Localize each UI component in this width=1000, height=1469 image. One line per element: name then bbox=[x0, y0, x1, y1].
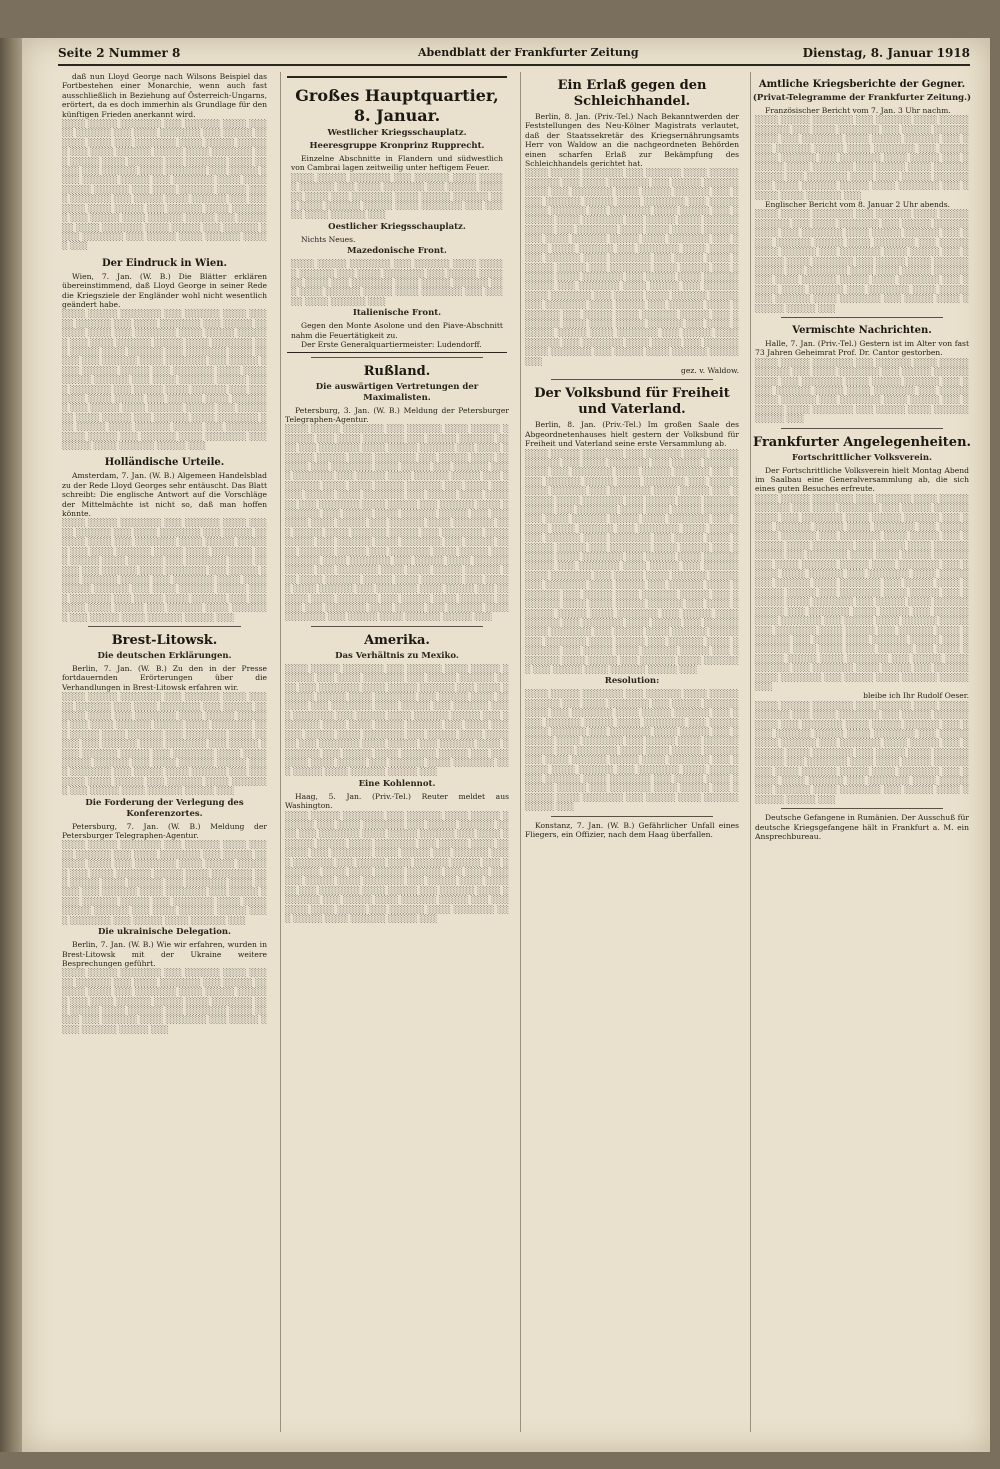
article-text: Wien, 7. Jan. (W. B.) Die Blätter erklären übereinstimmend, daß Lloyd George in seiner Rede die Kriegsziele der Engländer wohl nicht wesentlich geändert habe. bbox=[62, 271, 267, 309]
article-text: Einzelne Abschnitte in Flandern und südwestlich von Cambrai lagen zeitweilig unter heftigem Feuer. bbox=[291, 154, 503, 173]
text-block: ░░░░ ░░░░░ ░░░░░░░ ░░░ ░░░░░░ ░░░░ ░░░░░ ░░░░░░ ░░░ ░░░░ ░░░░░░░ ░░░ ░░░░░ ░░░░░░ ░░░░ ░░░ ░░░░░░░ ░░░░ ░░░░░ ░░░░░░ ░░░ ░░░░ ░░░░░░ ░░░░░ ░░░░ ░░░░░░░ ░░░ ░░░░░ ░░░░ ░░░░░░ ░░░ ░░░░░░░ ░░░░ ░░░░░ ░░░ ░░░░░░ ░░░░ ░░░░░░░ ░░░ ░░░░░ ░░░░ ░░░░░░ ░░░░░ ░░░ ░░░░░░░ ░░░░ ░░░░ ░░░░░ ░░░░░░ ░░░ ░░░░ ░░░░░░ ░░░░░ ░░░░ ░░░░░░░ ░░░ ░░░░░ ░░░░ ░░░░░░ ░░░ ░░░░░░░ ░░░░ ░░░░░ ░░░ ░░░░░░ ░░░░ ░░░░░░░ ░░░ ░░░░░ ░░░░ ░░░░░░ ░░░░░ ░░░ bbox=[755, 209, 969, 313]
subheading: Fortschrittlicher Volksverein. bbox=[792, 452, 932, 463]
book-binding-edge bbox=[0, 38, 22, 1452]
article-text: Nichts Neues. bbox=[301, 234, 356, 244]
article-text: daß nun Lloyd George nach Wilsons Beispiel das Fortbestehen einer Monarchie, wenn auch fast ausschließlich in Beziehung auf Österreich-Ungarns, erörtert, da es doch immerhin als Grundlage für den künftigen Frieden anerkannt wird. bbox=[62, 72, 267, 119]
section-heading: Frankfurter Angelegenheiten. bbox=[752, 434, 972, 450]
section-heading: Brest-Litowsk. bbox=[111, 632, 218, 648]
divider bbox=[311, 357, 483, 358]
article-text: Petersburg, 7. Jan. (W. B.) Meldung der Petersburger Telegraphen-Agentur. bbox=[62, 821, 267, 841]
section-heading: Der Eindruck in Wien. bbox=[101, 257, 228, 269]
signature: bleibe ich Ihr Rudolf Oeser. bbox=[863, 691, 969, 701]
signature: Der Erste Generalquartiermeister: Ludendorff. bbox=[301, 340, 482, 350]
subheading: Mazedonische Front. bbox=[347, 246, 447, 257]
text-block: ░░░░ ░░░░░ ░░░░░░░ ░░░ ░░░░░░ ░░░░ ░░░░░ ░░░░░░ ░░░ ░░░░ ░░░░░░░ ░░░ ░░░░░ ░░░░░░ ░░░░ ░░░ ░░░░░░░ ░░░░ ░░░░░ ░░░░░░ ░░░ ░░░░ ░░░░░░ ░░░░░ ░░░░ ░░░░░░░ ░░░ ░░░░░ ░░░░ ░░░░░░ ░░░ ░░░░░░░ ░░░░ ░░░░░ ░░░ ░░░░░░ ░░░░ ░░░░░░░ ░░░ ░░░░░ ░░░░ ░░░░░░ ░░░░░ ░░░ ░░░░░░░ ░░░░ ░░░░ ░░░░░ ░░░░░░ ░░░ ░░░░ ░░░░░░ ░░░░░ ░░░░ ░░░░░░░ ░░░ ░░░░░ ░░░░ ░░░░░░ ░░░ ░░░░░░░ ░░░░ ░░░░░ ░░░ ░░░░░░ ░░░░ ░░░░░░░ ░░░ ░░░░░ ░░░░ ░░░░░░ ░░░░░ ░░░ ░░░░░░░ ░░░░ ░░░░░ ░░░ ░░░░░░ ░░░░ ░░░░░░░ ░░░ ░░░░░ ░░░░ ░░░░░░ ░░░░░ ░░░ bbox=[525, 689, 739, 812]
text-block: ░░░░ ░░░░░ ░░░░░░░ ░░░ ░░░░░░ ░░░░ ░░░░░ ░░░░░░ ░░░ ░░░░ ░░░░░░░ ░░░ ░░░░░ ░░░░░░ ░░░░ ░░░ ░░░░░░░ ░░░░ ░░░░░ ░░░░░░ ░░░ ░░░░ ░░░░░░ ░░░░░ ░░░░ ░░░░░░░ ░░░ ░░░░░ ░░░░ ░░░░░░ ░░░ ░░░░░░░ ░░░░ ░░░░░ ░░░ ░░░░░░ ░░░░ ░░░░░░░ ░░░ ░░░░░ ░░░░ ░░░░░░ ░░░░░ ░░░ bbox=[755, 357, 969, 424]
text-block: ░░░░ ░░░░░ ░░░░░░░ ░░░ ░░░░░░ ░░░░ ░░░░░ ░░░░░░ ░░░ ░░░░ ░░░░░░░ ░░░ ░░░░░ ░░░░░░ ░░░░ ░░░ ░░░░░░░ ░░░░ ░░░░░ ░░░░░░ ░░░ ░░░░ ░░░░░░ ░░░░░ ░░░░ ░░░░░░░ ░░░ ░░░░░ ░░░░ ░░░░░░ ░░░ ░░░░░░░ ░░░░ ░░░░░ ░░░ ░░░░░░ ░░░░ ░░░░░░░ ░░░ ░░░░░ ░░░░ ░░░░░░ ░░░░░ ░░░ ░░░░░░░ ░░░░ ░░░░ ░░░░░ ░░░░░░ ░░░ ░░░░ ░░░░░░ ░░░░░ ░░░░ ░░░░░░░ ░░░ ░░░░░ ░░░░ ░░░░░░ ░░░ ░░░░░░░ ░░░░ ░░░░░ ░░░ ░░░░░░ ░░░░ ░░░░░░░ ░░░ ░░░░░ ░░░░ ░░░░░░ ░░░░░ ░░░ bbox=[62, 692, 267, 796]
text-block: ░░░░ ░░░░░ ░░░░░░░ ░░░ ░░░░░░ ░░░░ ░░░░░ ░░░░░░ ░░░ ░░░░ ░░░░░░░ ░░░ ░░░░░ ░░░░░░ ░░░░ ░░░ ░░░░░░░ ░░░░ ░░░░░ ░░░░░░ ░░░ ░░░░ ░░░░░░ ░░░░░ ░░░░ ░░░░░░░ ░░░ ░░░░░ ░░░░ ░░░░░░ ░░░ ░░░░░░░ ░░░░ ░░░░░ ░░░ ░░░░░░ ░░░░ ░░░░░░░ ░░░ ░░░░░ ░░░░ ░░░░░░ ░░░░░ ░░░ ░░░░░░░ ░░░░ ░░░░ ░░░░░ ░░░░░░ ░░░ ░░░░ ░░░░░░ ░░░░░ ░░░░ ░░░░░░░ ░░░ ░░░░░ ░░░░ ░░░░░░ ░░░ ░░░░░░░ ░░░░ ░░░░░ ░░░ ░░░░░░ ░░░░ ░░░░░░░ ░░░ ░░░░░ ░░░░ ░░░░░░ ░░░░░ ░░░ ░░░░░░░ ░░░░ ░░░░░░░ ░░░░ ░░░░░ ░░░ ░░░░░░ ░░░░ ░░░░░░░ ░░░ ░░░░░ ░░░░ ░░░░░░ ░░░░░ ░░░ bbox=[62, 119, 267, 251]
article-text: Deutsche Gefangene in Rumänien. Der Ausschuß für deutsche Kriegsgefangene hält in Frankfurt a. M. ein Ansprechbureau. bbox=[755, 813, 969, 842]
subheading: (Privat-Telegramme der Frankfurter Zeitung.) bbox=[752, 93, 972, 103]
text-block: ░░░░ ░░░░░ ░░░░░░░ ░░░ ░░░░░░ ░░░░ ░░░░░ ░░░░░░ ░░░ ░░░░ ░░░░░░░ ░░░ ░░░░░ ░░░░░░ ░░░░ ░░░ ░░░░░░░ ░░░░ ░░░░░ ░░░░░░ ░░░ ░░░░ ░░░░░░ ░░░░░ ░░░░ ░░░░░░░ ░░░ ░░░░░ ░░░░ ░░░░░░ ░░░ ░░░░░░░ ░░░░ ░░░░░ ░░░ ░░░░░░ ░░░░ ░░░░░░░ ░░░ ░░░░░ ░░░░ ░░░░░░ ░░░░░ ░░░ ░░░░░░░ ░░░░ ░░░░ ░░░░░ ░░░░░░ ░░░ ░░░░ ░░░░░░ ░░░░░ ░░░░ ░░░░░░░ ░░░ ░░░░░ ░░░░ ░░░░░░ ░░░ bbox=[62, 840, 267, 925]
text-block: ░░░░ ░░░░░ ░░░░░░░ ░░░ ░░░░░░ ░░░░ ░░░░░ ░░░░░░ ░░░ ░░░░ ░░░░░░░ ░░░ ░░░░░ ░░░░░░ ░░░░ ░░░ ░░░░░░░ ░░░░ ░░░░░ ░░░░░░ ░░░ ░░░░ ░░░░░░ ░░░░░ ░░░░ ░░░░░░░ ░░░ ░░░░░ ░░░░ ░░░░░░ ░░░ bbox=[291, 172, 503, 220]
text-block: ░░░░ ░░░░░ ░░░░░░░ ░░░ ░░░░░░ ░░░░ ░░░░░ ░░░░░░ ░░░ ░░░░ ░░░░░░░ ░░░ ░░░░░ ░░░░░░ ░░░░ ░░░ ░░░░░░░ ░░░░ ░░░░░ ░░░░░░ ░░░ ░░░░ ░░░░░░ ░░░░░ ░░░░ ░░░░░░░ ░░░ ░░░░░ ░░░░ ░░░░░░ ░░░ ░░░░░░░ ░░░░ ░░░░░ ░░░ ░░░░░░ ░░░░ ░░░░░░░ ░░░ ░░░░░ ░░░░ ░░░░░░ ░░░░░ ░░░ ░░░░░░░ ░░░░ ░░░░ ░░░░░ ░░░░░░ ░░░ ░░░░ ░░░░░░ ░░░░░ ░░░░ ░░░░░░░ ░░░ ░░░░░ ░░░░ ░░░░░░ ░░░ ░░░░░░░ ░░░░ ░░░░░ ░░░ ░░░░░░ ░░░░ ░░░░░░░ ░░░ ░░░░░ ░░░░ ░░░░░░ ░░░░░ ░░░ ░░░░░░░ ░░░░ ░░░░░ ░░░ ░░░░░░ ░░░░ ░░░░░░░ ░░░ ░░░░░ ░░░░ ░░░░░░ ░░░░░ ░░░ ░░░░░░░ ░░░░ ░░░░░ ░░░ ░░░░░░ ░░░░ ░░░░░░░ ░░░ ░░░░░ ░░░░ ░░░░░░ ░░░░░ ░░░ ░░░░░░░ ░░░░ ░░░░░ ░░░ ░░░░░░ ░░░░ ░░░░░░░ ░░░ ░░░░░ ░░░░ ░░░░░░ ░░░░░ ░░░ ░░░░░░░ ░░░░ ░░░░ ░░░░░ ░░░░░░ ░░░ ░░░░ ░░░░░░ ░░░░░ ░░░░ ░░░░░░░ ░░░ ░░░░░ ░░░░ ░░░░░░ ░░░ ░░░░░░░ ░░░░ ░░░░░ ░░░ ░░░░░░ ░░░░ ░░░░░░░ ░░░ ░░░░░ ░░░░ ░░░░░░ ░░░░░ ░░░ bbox=[525, 168, 739, 366]
section-heading: Amerika. bbox=[364, 632, 430, 648]
article-text: Konstanz, 7. Jan. (W. B.) Gefährlicher Unfall eines Fliegers, ein Offizier, nach dem Haag überfallen. bbox=[525, 820, 739, 840]
column-4 bbox=[750, 72, 973, 1432]
article-text: Der Fortschrittliche Volksverein hielt Montag Abend im Saalbau eine Generalversammlung ab, die sich eines guten Besuches erfreute. bbox=[755, 465, 969, 494]
subheading: Heeresgruppe Kronprinz Rupprecht. bbox=[309, 141, 485, 151]
subheading: Das Verhältnis zu Mexiko. bbox=[335, 650, 459, 661]
column-2 bbox=[280, 72, 513, 1432]
article-text: Berlin, 8. Jan. (Priv.-Tel.) Im großen Saale des Abgeordnetenhauses hielt gestern der Volksbund für Freiheit und Vaterland seine erste Versammlung ab. bbox=[525, 420, 739, 449]
divider bbox=[311, 626, 483, 627]
army-report-box bbox=[287, 76, 507, 353]
subheading: Resolution: bbox=[604, 676, 660, 687]
article-text: Petersburg, 3. Jan. (W. B.) Meldung der Petersburger Telegraphen-Agentur. bbox=[285, 405, 509, 424]
signature: gez. v. Waldow. bbox=[681, 365, 739, 375]
text-block: ░░░░ ░░░░░ ░░░░░░░ ░░░ ░░░░░░ ░░░░ ░░░░░ ░░░░░░ ░░░ ░░░░ ░░░░░░░ ░░░ ░░░░░ ░░░░░░ ░░░░ ░░░ ░░░░░░░ ░░░░ ░░░░░ ░░░░░░ ░░░ ░░░░ ░░░░░░ ░░░░░ ░░░░ ░░░░░░░ ░░░ ░░░░░ ░░░░ ░░░░░░ ░░░ bbox=[291, 259, 503, 306]
text-block: ░░░░ ░░░░░ ░░░░░░░ ░░░ ░░░░░░ ░░░░ ░░░░░ ░░░░░░ ░░░ ░░░░ ░░░░░░░ ░░░ ░░░░░ ░░░░░░ ░░░░ ░░░ ░░░░░░░ ░░░░ ░░░░░ ░░░░░░ ░░░ ░░░░ ░░░░░░ ░░░░░ ░░░░ ░░░░░░░ ░░░ ░░░░░ ░░░░ ░░░░░░ ░░░ ░░░░░░░ ░░░░ ░░░░░ ░░░ ░░░░░░ ░░░░ ░░░░░░░ ░░░ ░░░░░ ░░░░ ░░░░░░ ░░░░░ ░░░ ░░░░░░░ ░░░░ ░░░░ ░░░░░ ░░░░░░ ░░░ ░░░░ ░░░░░░ ░░░░░ ░░░░ ░░░░░░░ ░░░ ░░░░░ ░░░░ ░░░░░░ ░░░ ░░░░░░░ ░░░░ ░░░░░ ░░░ ░░░░░░ ░░░░ ░░░░░░░ ░░░ ░░░░░ ░░░░ ░░░░░░ ░░░░░ ░░░ ░░░░░░░ ░░░░ ░░░░░ ░░░ ░░░░░░ ░░░░ ░░░░░░░ ░░░ ░░░░░ ░░░░ ░░░░░░ ░░░░░ ░░░ ░░░░░░░ ░░░░ ░░░░░ ░░░ ░░░░░░ ░░░░ ░░░░░░░ ░░░ ░░░░░ ░░░░ ░░░░░░ ░░░░░ ░░░ ░░░░░░░ ░░░░ ░░░░░ ░░░ ░░░░░░ ░░░░ ░░░░░░░ ░░░ ░░░░░ ░░░░ ░░░░░░ ░░░░░ ░░░ ░░░░░░░ ░░░░ ░░░░ ░░░░░ ░░░░░░ ░░░ ░░░░ ░░░░░░ ░░░░░ ░░░░ ░░░░░░░ ░░░ ░░░░░ ░░░░ ░░░░░░ ░░░ ░░░░░░░ ░░░░ ░░░░░ ░░░ ░░░░░░ ░░░░ ░░░░░░░ ░░░ ░░░░░ ░░░░ ░░░░░░ ░░░░░ ░░░ ░░░░░░░ ░░░░ ░░░░░ ░░░ ░░░░░░ ░░░░ ░░░░░░░ ░░░ ░░░░░ ░░░░ ░░░░░░ ░░░░░ ░░░ ░░░░░░░ ░░░░ ░░░░░ ░░░ ░░░░░░ ░░░░ ░░░░░░░ ░░░ ░░░░░ ░░░░ ░░░░░░ ░░░░░ ░░░ bbox=[525, 448, 739, 674]
section-heading: Der Volksbund für Freiheit und Vaterland. bbox=[534, 386, 730, 418]
subheading: Westlicher Kriegsschauplatz. bbox=[327, 128, 467, 138]
text-block: ░░░░ ░░░░░ ░░░░░░░ ░░░ ░░░░░░ ░░░░ ░░░░░ ░░░░░░ ░░░ ░░░░ ░░░░░░░ ░░░ ░░░░░ ░░░░░░ ░░░░ ░░░ ░░░░░░░ ░░░░ ░░░░░ ░░░░░░ ░░░ ░░░░ ░░░░░░ ░░░░░ ░░░░ ░░░░░░░ ░░░ ░░░░░ ░░░░ ░░░░░░ ░░░ ░░░░░░░ ░░░░ ░░░░░ ░░░ ░░░░░░ ░░░░ ░░░░░░░ ░░░ ░░░░░ ░░░░ ░░░░░░ ░░░░░ ░░░ ░░░░░░░ ░░░░ ░░░░ ░░░░░ ░░░░░░ ░░░ ░░░░ ░░░░░░ ░░░░░ ░░░░ ░░░░░░░ ░░░ ░░░░░ ░░░░ ░░░░░░ ░░░ ░░░░░░░ ░░░░ ░░░░░ ░░░ ░░░░░░ ░░░░ ░░░░░░░ ░░░ ░░░░░ ░░░░ ░░░░░░ ░░░░░ ░░░ ░░░░░░░ ░░░░ ░░░░░ ░░░ ░░░░░░ ░░░░ ░░░░░░░ ░░░ ░░░░░ ░░░░ ░░░░░░ ░░░░░ ░░░ ░░░░░░░ ░░░░ ░░░░░ ░░░ ░░░░░░ ░░░░ ░░░░░░░ ░░░ ░░░░░ ░░░░ ░░░░░░ ░░░░░ ░░░ ░░░░░░░ ░░░░ ░░░░░ ░░░ ░░░░░░ ░░░░ ░░░░░░░ ░░░ ░░░░░ ░░░░ ░░░░░░ ░░░░░ ░░░ ░░░░░░░ ░░░░ ░░░░ ░░░░░ ░░░░░░ ░░░ ░░░░ ░░░░░░ ░░░░░ ░░░░ ░░░░░░░ ░░░ ░░░░░ ░░░░ ░░░░░░ ░░░ ░░░░░░░ ░░░░ ░░░░░ ░░░ ░░░░░░ ░░░░ ░░░░░░░ ░░░ ░░░░░ ░░░░ ░░░░░░ ░░░░░ ░░░ bbox=[755, 493, 969, 691]
subheading: Italienische Front. bbox=[352, 308, 442, 319]
column-3 bbox=[520, 72, 743, 1432]
article-text: Gegen den Monte Asolone und den Piave-Abschnitt nahm die Feuertätigkeit zu. bbox=[291, 321, 503, 340]
article-text: Halle, 7. Jan. (Priv.-Tel.) Gestern ist im Alter von fast 73 Jahren Geheimrat Prof. Dr. Cantor gestorben. bbox=[755, 338, 969, 358]
subheading: Die deutschen Erklärungen. bbox=[97, 650, 232, 661]
text-block: ░░░░ ░░░░░ ░░░░░░░ ░░░ ░░░░░░ ░░░░ ░░░░░ ░░░░░░ ░░░ ░░░░ ░░░░░░░ ░░░ ░░░░░ ░░░░░░ ░░░░ ░░░ ░░░░░░░ ░░░░ ░░░░░ ░░░░░░ ░░░ ░░░░ ░░░░░░ ░░░░░ ░░░░ ░░░░░░░ ░░░ ░░░░░ ░░░░ ░░░░░░ ░░░ ░░░░░░░ ░░░░ ░░░░░ ░░░ ░░░░░░ ░░░░ ░░░░░░░ ░░░ ░░░░░ ░░░░ ░░░░░░ ░░░░░ ░░░ bbox=[62, 968, 267, 1034]
text-block: ░░░░ ░░░░░ ░░░░░░░ ░░░ ░░░░░░ ░░░░ ░░░░░ ░░░░░░ ░░░ ░░░░ ░░░░░░░ ░░░ ░░░░░ ░░░░░░ ░░░░ ░░░ ░░░░░░░ ░░░░ ░░░░░ ░░░░░░ ░░░ ░░░░ ░░░░░░ ░░░░░ ░░░░ ░░░░░░░ ░░░ ░░░░░ ░░░░ ░░░░░░ ░░░ ░░░░░░░ ░░░░ ░░░░░ ░░░ ░░░░░░ ░░░░ ░░░░░░░ ░░░ ░░░░░ ░░░░ ░░░░░░ ░░░░░ ░░░ ░░░░░░░ ░░░░ ░░░░ ░░░░░ ░░░░░░ ░░░ ░░░░ ░░░░░░ ░░░░░ ░░░░ ░░░░░░░ ░░░ ░░░░░ ░░░░ ░░░░░░ ░░░ ░░░░░░░ ░░░░ ░░░░░ ░░░ ░░░░░░ ░░░░ ░░░░░░░ ░░░ ░░░░░ ░░░░ ░░░░░░ ░░░░░ ░░░ bbox=[755, 700, 969, 804]
page-number: Seite 2 Nummer 8 bbox=[58, 46, 181, 60]
issue-date: Dienstag, 8. Januar 1918 bbox=[802, 46, 970, 60]
divider bbox=[551, 816, 713, 817]
article-text: Amsterdam, 7. Jan. (W. B.) Algemeen Handelsblad zu der Rede Lloyd Georges sehr entäuscht. Das Blatt schreibt: Die englische Antwort auf die Vorschläge der Mittelmächte ist nicht so, daß man hoffen könnte. bbox=[62, 471, 267, 519]
divider bbox=[781, 317, 943, 318]
column-1 bbox=[58, 72, 271, 1432]
article-text: Französischer Bericht vom 7. Jan. 3 Uhr nachm. bbox=[765, 106, 951, 115]
article-text: Englischer Bericht vom 8. Januar 2 Uhr abends. bbox=[765, 200, 951, 210]
divider bbox=[781, 808, 943, 809]
subheading: Oestlicher Kriegsschauplatz. bbox=[328, 221, 466, 232]
text-block: ░░░░ ░░░░░ ░░░░░░░ ░░░ ░░░░░░ ░░░░ ░░░░░ ░░░░░░ ░░░ ░░░░ ░░░░░░░ ░░░ ░░░░░ ░░░░░░ ░░░░ ░░░ ░░░░░░░ ░░░░ ░░░░░ ░░░░░░ ░░░ ░░░░ ░░░░░░ ░░░░░ ░░░░ ░░░░░░░ ░░░ ░░░░░ ░░░░ ░░░░░░ ░░░ ░░░░░░░ ░░░░ ░░░░░ ░░░ ░░░░░░ ░░░░ ░░░░░░░ ░░░ ░░░░░ ░░░░ ░░░░░░ ░░░░░ ░░░ ░░░░░░░ ░░░░ ░░░░ ░░░░░ ░░░░░░ ░░░ ░░░░ ░░░░░░ ░░░░░ ░░░░ ░░░░░░░ ░░░ ░░░░░ ░░░░ ░░░░░░ ░░░ ░░░░░░░ ░░░░ ░░░░░ ░░░ ░░░░░░ ░░░░ ░░░░░░░ ░░░ ░░░░░ ░░░░ ░░░░░░ ░░░░░ ░░░ ░░░░░░░ ░░░░ ░░░░░ ░░░ ░░░░░░ ░░░░ ░░░░░░░ ░░░ ░░░░░ ░░░░ ░░░░░░ ░░░░░ ░░░ ░░░░░░░ ░░░░ ░░░░░ ░░░ ░░░░░░ ░░░░ ░░░░░░░ ░░░ ░░░░░ ░░░░ ░░░░░░ ░░░░░ ░░░ bbox=[62, 309, 267, 451]
text-block: ░░░░ ░░░░░ ░░░░░░░ ░░░ ░░░░░░ ░░░░ ░░░░░ ░░░░░░ ░░░ ░░░░ ░░░░░░░ ░░░ ░░░░░ ░░░░░░ ░░░░ ░░░ ░░░░░░░ ░░░░ ░░░░░ ░░░░░░ ░░░ ░░░░ ░░░░░░ ░░░░░ ░░░░ ░░░░░░░ ░░░ ░░░░░ ░░░░ ░░░░░░ ░░░ ░░░░░░░ ░░░░ ░░░░░ ░░░ ░░░░░░ ░░░░ ░░░░░░░ ░░░ ░░░░░ ░░░░ ░░░░░░ ░░░░░ ░░░ ░░░░░░░ ░░░░ ░░░░ ░░░░░ ░░░░░░ ░░░ ░░░░ ░░░░░░ ░░░░░ ░░░░ ░░░░░░░ ░░░ ░░░░░ ░░░░ ░░░░░░ ░░░ ░░░░░░░ ░░░░ ░░░░░ ░░░ ░░░░░░ ░░░░ ░░░░░░░ ░░░ ░░░░░ ░░░░ ░░░░░░ ░░░░░ ░░░ ░░░░░░░ ░░░░ ░░░░░ ░░░ ░░░░░░ ░░░░ ░░░░░░░ ░░░ ░░░░░ ░░░░ ░░░░░░ ░░░░░ ░░░ bbox=[285, 663, 509, 777]
section-heading: Ein Erlaß gegen den Schleichhandel. bbox=[557, 78, 707, 109]
section-heading: Amtliche Kriegsberichte der Gegner. bbox=[758, 79, 966, 90]
article-text: Berlin, 7. Jan. (W. B.) Zu den in der Presse fortdauernden Erörterungen über die Verhandlungen in Brest-Litowsk erfahren wir. bbox=[62, 663, 267, 692]
article-text: Berlin, 7. Jan. (W. B.) Wie wir erfahren, wurden in Brest-Litowsk mit der Ukraine weitere Besprechungen geführt. bbox=[62, 940, 267, 968]
subheading: Die auswärtigen Vertretungen der Maximalisten. bbox=[315, 381, 479, 403]
text-block: ░░░░ ░░░░░ ░░░░░░░ ░░░ ░░░░░░ ░░░░ ░░░░░ ░░░░░░ ░░░ ░░░░ ░░░░░░░ ░░░ ░░░░░ ░░░░░░ ░░░░ ░░░ ░░░░░░░ ░░░░ ░░░░░ ░░░░░░ ░░░ ░░░░ ░░░░░░ ░░░░░ ░░░░ ░░░░░░░ ░░░ ░░░░░ ░░░░ ░░░░░░ ░░░ ░░░░░░░ ░░░░ ░░░░░ ░░░ ░░░░░░ ░░░░ ░░░░░░░ ░░░ ░░░░░ ░░░░ ░░░░░░ ░░░░░ ░░░ ░░░░░░░ ░░░░ ░░░░ ░░░░░ ░░░░░░ ░░░ ░░░░ ░░░░░░ ░░░░░ ░░░░ ░░░░░░░ ░░░ ░░░░░ ░░░░ ░░░░░░ ░░░ bbox=[755, 115, 969, 200]
section-heading: Rußland. bbox=[363, 363, 431, 379]
article-text: Haag, 5. Jan. (Priv.-Tel.) Reuter meldet aus Washington. bbox=[285, 791, 509, 811]
text-block: ░░░░ ░░░░░ ░░░░░░░ ░░░ ░░░░░░ ░░░░ ░░░░░ ░░░░░░ ░░░ ░░░░ ░░░░░░░ ░░░ ░░░░░ ░░░░░░ ░░░░ ░░░ ░░░░░░░ ░░░░ ░░░░░ ░░░░░░ ░░░ ░░░░ ░░░░░░ ░░░░░ ░░░░ ░░░░░░░ ░░░ ░░░░░ ░░░░ ░░░░░░ ░░░ ░░░░░░░ ░░░░ ░░░░░ ░░░ ░░░░░░ ░░░░ ░░░░░░░ ░░░ ░░░░░ ░░░░ ░░░░░░ ░░░░░ ░░░ ░░░░░░░ ░░░░ ░░░░ ░░░░░ ░░░░░░ ░░░ ░░░░ ░░░░░░ ░░░░░ ░░░░ ░░░░░░░ ░░░ ░░░░░ ░░░░ ░░░░░░ ░░░ ░░░░░░░ ░░░░ ░░░░░ ░░░ ░░░░░░ ░░░░ ░░░░░░░ ░░░ ░░░░░ ░░░░ ░░░░░░ ░░░░░ ░░░ ░░░░░░░ ░░░░ ░░░░░ ░░░ ░░░░░░ ░░░░ ░░░░░░░ ░░░ ░░░░░ ░░░░ ░░░░░░ ░░░░░ ░░░ bbox=[285, 810, 509, 923]
section-heading: Großes Hauptquartier, 8. Januar. bbox=[295, 86, 499, 125]
divider bbox=[781, 428, 943, 429]
subheading: Die ukrainische Delegation. bbox=[98, 927, 231, 938]
subheading: Die Forderung der Verlegung des Konferenzortes. bbox=[85, 797, 244, 819]
text-block: ░░░░ ░░░░░ ░░░░░░░ ░░░ ░░░░░░ ░░░░ ░░░░░ ░░░░░░ ░░░ ░░░░ ░░░░░░░ ░░░ ░░░░░ ░░░░░░ ░░░░ ░░░ ░░░░░░░ ░░░░ ░░░░░ ░░░░░░ ░░░ ░░░░ ░░░░░░ ░░░░░ ░░░░ ░░░░░░░ ░░░ ░░░░░ ░░░░ ░░░░░░ ░░░ ░░░░░░░ ░░░░ ░░░░░ ░░░ ░░░░░░ ░░░░ ░░░░░░░ ░░░ ░░░░░ ░░░░ ░░░░░░ ░░░░░ ░░░ ░░░░░░░ ░░░░ ░░░░ ░░░░░ ░░░░░░ ░░░ ░░░░ ░░░░░░ ░░░░░ ░░░░ ░░░░░░░ ░░░ ░░░░░ ░░░░ ░░░░░░ ░░░ ░░░░░░░ ░░░░ ░░░░░ ░░░ ░░░░░░ ░░░░ ░░░░░░░ ░░░ ░░░░░ ░░░░ ░░░░░░ ░░░░░ ░░░ ░░░░░░░ ░░░░ ░░░░░ ░░░ ░░░░░░ ░░░░ ░░░░░░░ ░░░ ░░░░░ ░░░░ ░░░░░░ ░░░░░ ░░░ ░░░░░░░ ░░░░ ░░░░░ ░░░ ░░░░░░ ░░░░ ░░░░░░░ ░░░ ░░░░░ ░░░░ ░░░░░░ ░░░░░ ░░░ ░░░░░░░ ░░░░ ░░░░░ ░░░ ░░░░░░ ░░░░ ░░░░░░░ ░░░ ░░░░░ ░░░░ ░░░░░░ ░░░░░ ░░░ ░░░░░░░ ░░░░ ░░░░ ░░░░░ ░░░░░░ ░░░ ░░░░ ░░░░░░ ░░░░░ ░░░░ ░░░░░░░ ░░░ ░░░░░ ░░░░ ░░░░░░ ░░░ ░░░░░░░ ░░░░ ░░░░░ ░░░ ░░░░░░ ░░░░ ░░░░░░░ ░░░ ░░░░░ ░░░░ ░░░░░░ ░░░░░ ░░░ ░░░░░░░ ░░░░ ░░░░░ ░░░ ░░░░░░ ░░░░ ░░░░░░░ ░░░ ░░░░░ ░░░░ ░░░░░░ ░░░░░ ░░░ bbox=[285, 424, 509, 622]
subheading: Eine Kohlennot. bbox=[358, 778, 436, 789]
divider bbox=[551, 379, 713, 380]
section-heading: Holländische Urteile. bbox=[104, 457, 225, 469]
text-block: ░░░░ ░░░░░ ░░░░░░░ ░░░ ░░░░░░ ░░░░ ░░░░░ ░░░░░░ ░░░ ░░░░ ░░░░░░░ ░░░ ░░░░░ ░░░░░░ ░░░░ ░░░ ░░░░░░░ ░░░░ ░░░░░ ░░░░░░ ░░░ ░░░░ ░░░░░░ ░░░░░ ░░░░ ░░░░░░░ ░░░ ░░░░░ ░░░░ ░░░░░░ ░░░ ░░░░░░░ ░░░░ ░░░░░ ░░░ ░░░░░░ ░░░░ ░░░░░░░ ░░░ ░░░░░ ░░░░ ░░░░░░ ░░░░░ ░░░ ░░░░░░░ ░░░░ ░░░░ ░░░░░ ░░░░░░ ░░░ ░░░░ ░░░░░░ ░░░░░ ░░░░ ░░░░░░░ ░░░ ░░░░░ ░░░░ ░░░░░░ ░░░ ░░░░░░░ ░░░░ ░░░░░ ░░░ ░░░░░░ ░░░░ ░░░░░░░ ░░░ ░░░░░ ░░░░ ░░░░░░ ░░░░░ ░░░ bbox=[62, 518, 267, 622]
masthead bbox=[58, 42, 970, 66]
section-heading: Vermischte Nachrichten. bbox=[792, 324, 932, 336]
article-text: Berlin, 8. Jan. (Priv.-Tel.) Nach Bekanntwerden der Feststellungen des Neu-Kölner Magistrats verlautet, daß der Staatssekretär des Kriegsernährungsamts Herr von Waldow an die nachgeordneten Behörden einen scharfen Erlaß zur Bekämpfung des Schleichhandels gerichtet hat. bbox=[525, 112, 739, 169]
newspaper-title: Abendblatt der Frankfurter Zeitung bbox=[418, 46, 639, 59]
divider bbox=[88, 626, 241, 627]
